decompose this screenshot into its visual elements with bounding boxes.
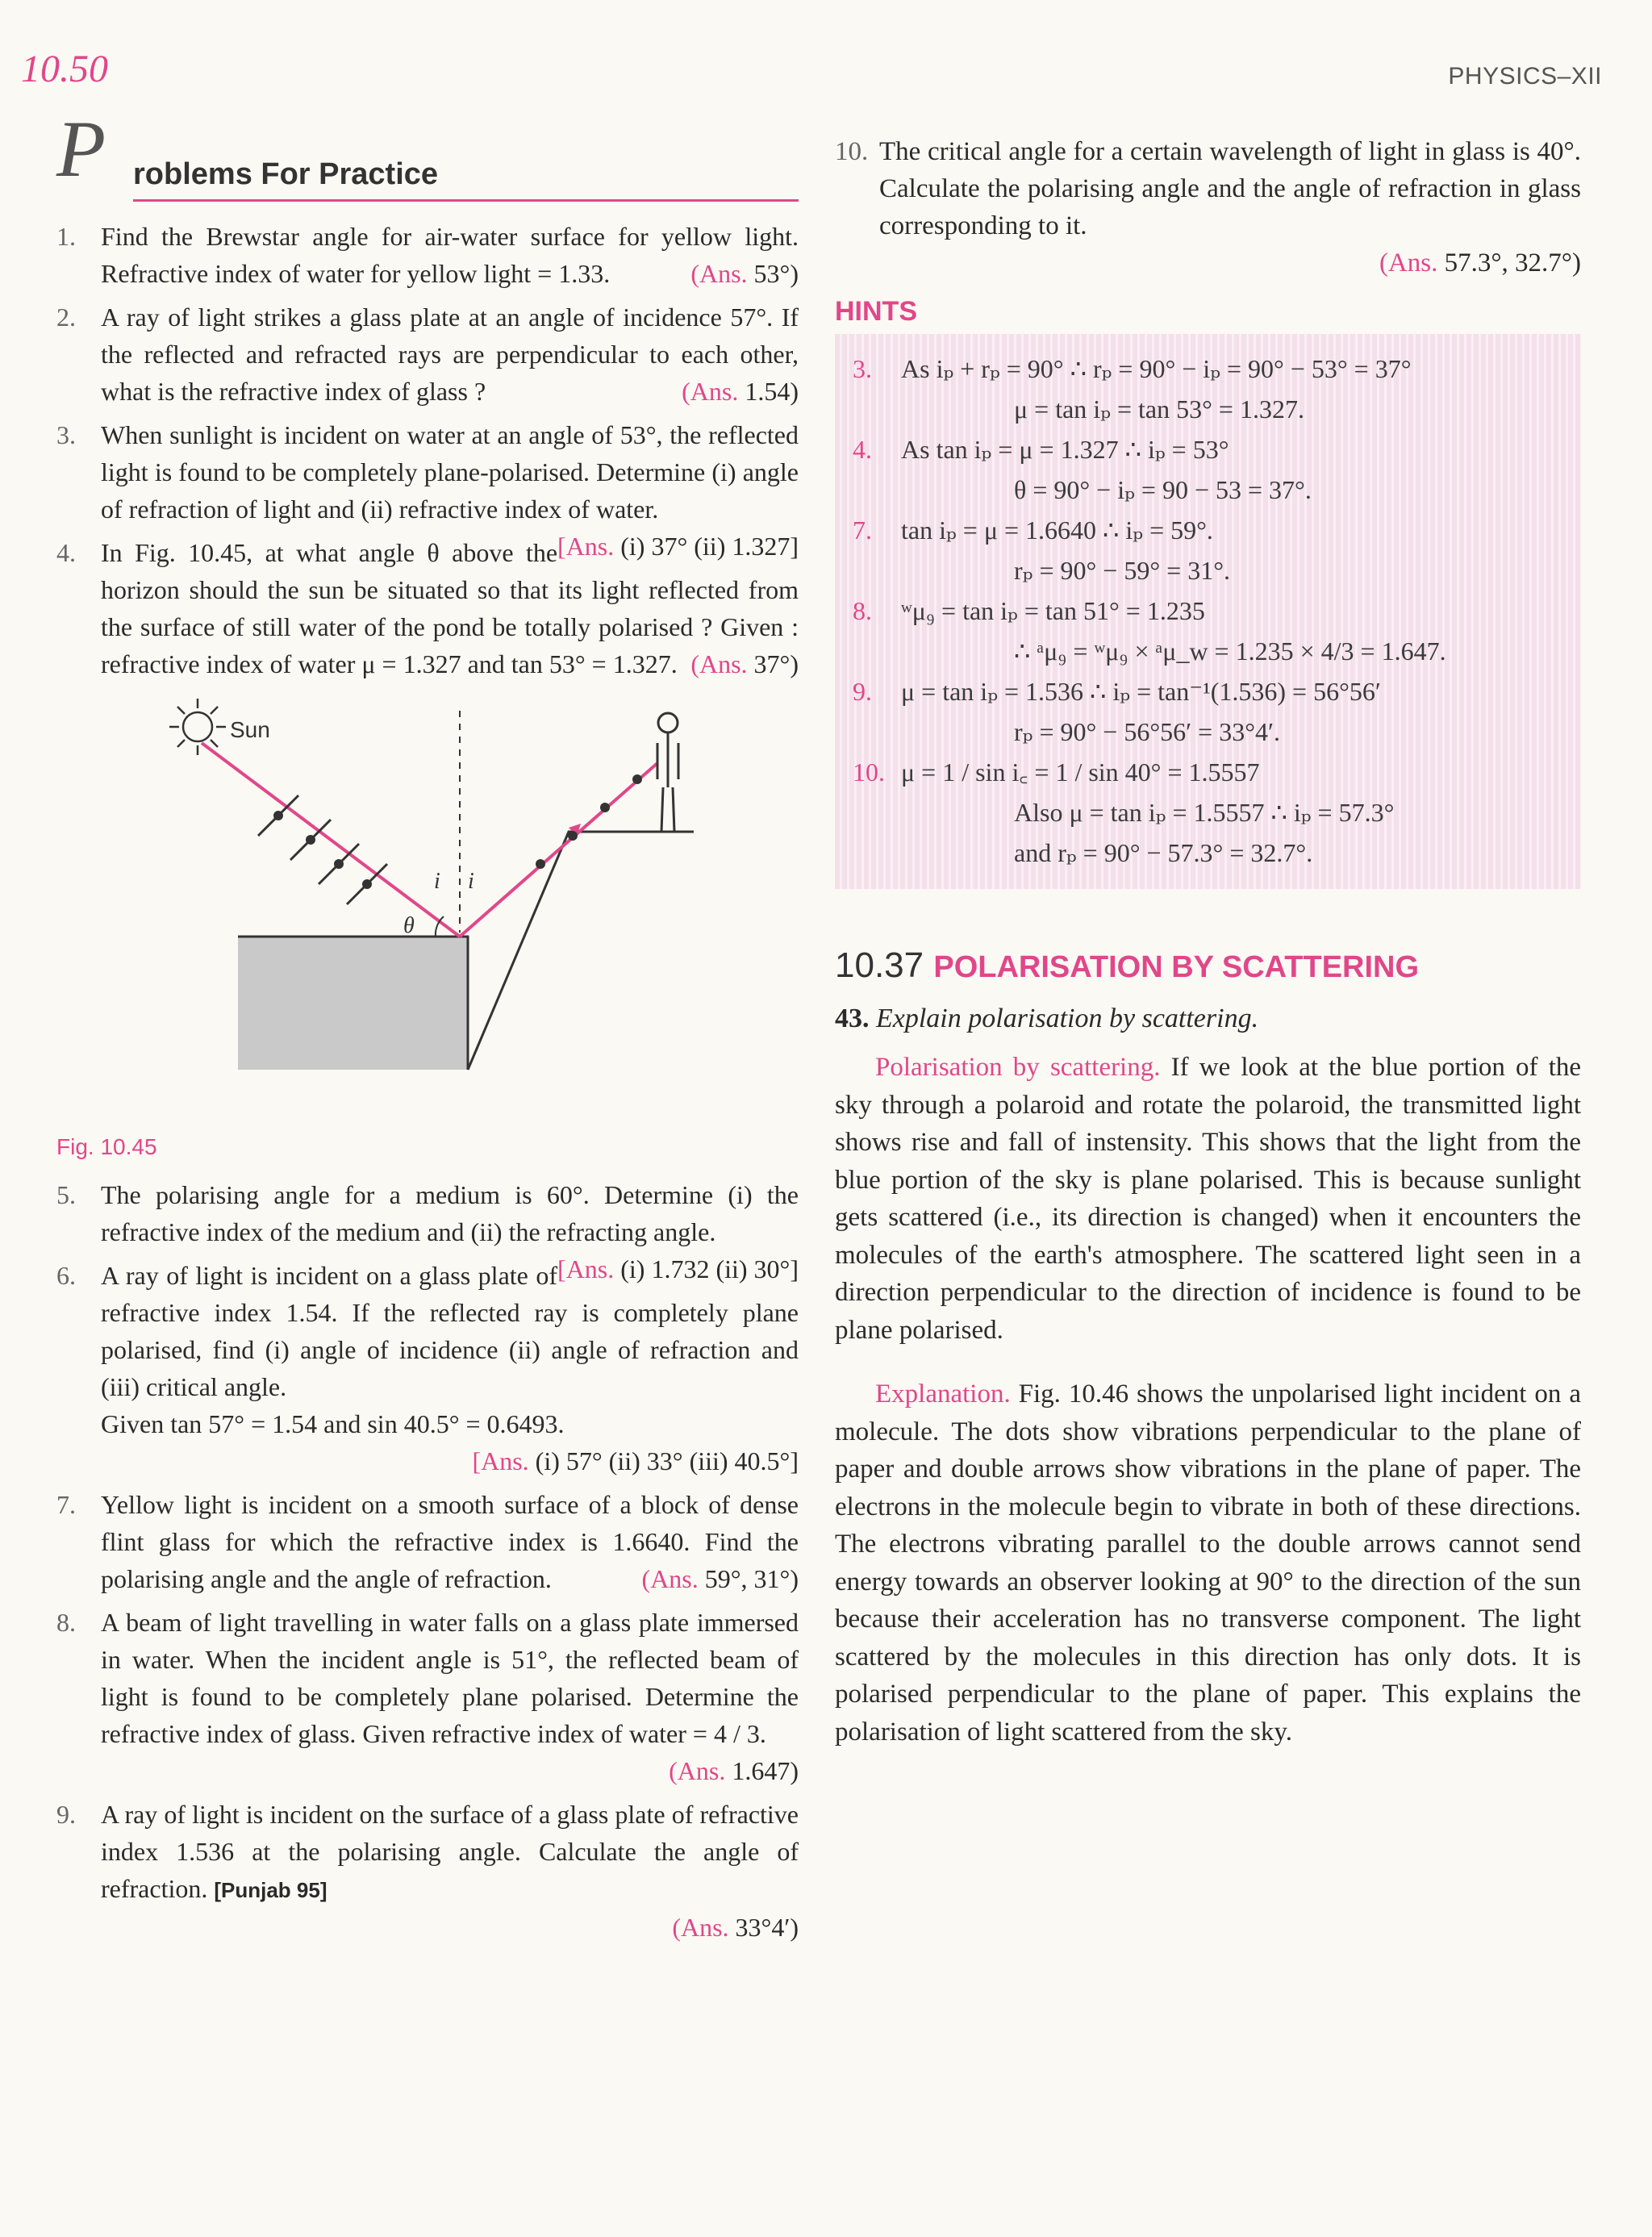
hint-row — [853, 470, 1563, 510]
problem-item — [56, 1486, 799, 1597]
question-43 — [835, 1000, 1581, 1037]
hints-box — [835, 334, 1581, 889]
bank-line — [468, 832, 694, 1070]
problem-number: 8. — [56, 1608, 76, 1637]
problem-number: 5. — [56, 1180, 76, 1209]
sun-label: Sun — [230, 717, 270, 742]
section-title: POLARISATION BY SCATTERING — [933, 950, 1420, 984]
brewster-diagram — [56, 691, 799, 1126]
answer — [101, 1909, 799, 1946]
hint-row — [853, 792, 1563, 833]
observer-figure — [657, 713, 678, 832]
answer-label: (Ans. — [641, 1564, 699, 1593]
answer-value: (i) 37° (ii) 1.327] — [614, 532, 799, 561]
sun-icon — [169, 699, 226, 755]
section-number: 10.37 — [835, 945, 924, 985]
answer-label: (Ans. — [690, 649, 748, 678]
problem-number: 3. — [56, 420, 76, 449]
problem-source: [Punjab 95] — [214, 1878, 327, 1902]
hint-row — [853, 752, 1563, 792]
problem-text: Yellow light is incident on a smooth surface of a block of dense flint glass for which the refractive index is 1.6640. Find the polarising angle and the angle of refraction. — [101, 1490, 799, 1593]
hint-text: Also μ = tan iₚ = 1.5557 ∴ iₚ = 57.3° — [1014, 798, 1395, 827]
hint-text: rₚ = 90° − 59° = 31°. — [1014, 556, 1230, 585]
hint-text: μ = 1 / sin i꜀ = 1 / sin 40° = 1.5557 — [901, 757, 1260, 787]
answer — [682, 373, 799, 410]
problem-list — [56, 218, 799, 682]
answer-value: 33°4′) — [728, 1913, 799, 1942]
problem-item — [56, 1796, 799, 1946]
hint-text: tan iₚ = μ = 1.6640 ∴ iₚ = 59°. — [901, 515, 1213, 545]
problem-item — [56, 1176, 799, 1283]
hint-row — [853, 429, 1563, 470]
answer-label: [Ans. — [557, 532, 615, 561]
hint-row — [853, 348, 1563, 389]
hint-number: 3. — [853, 354, 872, 383]
left-column — [56, 104, 799, 1952]
answer — [101, 1442, 799, 1480]
paragraph-text: Fig. 10.46 shows the unpolarised light incident on a molecule. The dots show vibrations perpendicular to the plane of paper and double arrows show vibrations in the plane of paper. The electrons in the molecule begin to vibrate in both of these directions. The electrons vibrating parallel to the double arrows cannot send energy towards an observer looking at 90° to the direction of the sun because their acceleration has no transverse component. The light scattered by the molecules in this direction has only dots. It is polarised perpendicular to the plane of paper. This explains the polarisation of light scattered from the sky. — [835, 1379, 1581, 1747]
problem-text: Find the Brewstar angle for air-water surface for yellow light. Refractive index of water for yellow light = 1.33. — [101, 222, 799, 288]
incident-ray — [202, 743, 460, 937]
question-number: 43. — [835, 1004, 870, 1033]
section-heading — [56, 104, 799, 202]
section-10-37-heading — [835, 945, 1581, 986]
problem-item — [56, 298, 799, 410]
running-head: PHYSICS–XII — [1448, 63, 1602, 90]
keyword: Explanation. — [875, 1379, 1011, 1409]
answer-value: 37°) — [747, 649, 799, 678]
hint-number: 10. — [853, 757, 885, 787]
problem-item — [56, 1604, 799, 1789]
problem-text: A beam of light travelling in water falls on a glass plate immersed in water. When the incident angle is 51°, the reflected beam of light is found to be completely plane polarised. Determine the refractive index of glass. Given refractive index of water = 4 / 3. — [101, 1608, 799, 1748]
problem-item — [56, 218, 799, 292]
heading-rule — [133, 199, 799, 202]
hint-row — [853, 671, 1563, 712]
problem-list-continued — [56, 1176, 799, 1946]
problem-text: In Fig. 10.45, at what angle θ above the horizon should the sun be situated so that its light reflected from the surface of still water of the pond be totally polarised ? Given : refractive index of water μ = 1.327 and tan 53° = 1.327. — [101, 538, 799, 678]
hint-row — [853, 510, 1563, 550]
problem-text: A ray of light is incident on the surface of a glass plate of refractive index 1.536 at the polarising angle. Calculate the angle of refraction. — [101, 1800, 799, 1903]
hint-text: μ = tan iₚ = tan 53° = 1.327. — [1014, 394, 1304, 424]
answer-value: 1.647) — [725, 1756, 799, 1785]
hint-row — [853, 389, 1563, 429]
hint-number: 8. — [853, 596, 872, 625]
answer-label: [Ans. — [472, 1446, 529, 1475]
answer-label: (Ans. — [1379, 248, 1438, 278]
answer — [690, 255, 799, 292]
section-title: roblems For Practice — [133, 157, 439, 191]
problem-number: 9. — [56, 1800, 76, 1829]
figure-caption: Fig. 10.45 — [56, 1134, 157, 1159]
problem-text: A ray of light is incident on a glass plate of refractive index 1.54. If the reflected ray is completely plane polarised, find (i) angle of incidence (ii) angle of refraction and (iii) critical angle. — [101, 1261, 799, 1401]
problem-number: 6. — [56, 1261, 76, 1290]
hint-text: ʷμ₉ = tan iₚ = tan 51° = 1.235 — [901, 596, 1205, 625]
answer-value: (i) 57° (ii) 33° (iii) 40.5°] — [528, 1446, 799, 1475]
hint-text: rₚ = 90° − 56°56′ = 33°4′. — [1014, 717, 1280, 746]
hints-title: HINTS — [835, 296, 917, 327]
right-column — [835, 133, 1581, 1777]
answer — [690, 645, 799, 682]
answer-label: [Ans. — [557, 1254, 615, 1283]
hint-row — [853, 550, 1563, 591]
problem-item — [56, 534, 799, 682]
hint-number: 7. — [853, 515, 872, 545]
answer-label: (Ans. — [690, 259, 748, 288]
hint-number: 4. — [853, 435, 872, 464]
question-text: Explain polarisation by scattering. — [876, 1004, 1259, 1033]
figure-10-45 — [56, 691, 799, 1126]
problem-item — [835, 133, 1581, 282]
paragraph-scattering — [835, 1049, 1581, 1349]
answer-value: 57.3°, 32.7°) — [1437, 248, 1581, 278]
hint-row — [853, 591, 1563, 631]
answer — [101, 1752, 799, 1789]
problem-number: 10. — [835, 137, 869, 166]
problem-number: 4. — [56, 538, 76, 567]
hint-row — [853, 631, 1563, 671]
problem-number: 7. — [56, 1490, 76, 1519]
problem-number: 2. — [56, 303, 76, 332]
paragraph-explanation — [835, 1375, 1581, 1751]
vibration-dots — [273, 811, 372, 889]
answer — [642, 1560, 799, 1597]
hint-text: ∴ ᵃμ₉ = ʷμ₉ × ᵃμ_w = 1.235 × 4/3 = 1.647. — [1014, 636, 1446, 666]
problem-text: A ray of light strikes a glass plate at an angle of incidence 57°. If the reflected and refracted rays are perpendicular to each other, what is the refractive index of glass ? — [101, 303, 799, 406]
hint-text: μ = tan iₚ = 1.536 ∴ iₚ = tan⁻¹(1.536) = 56°56′ — [901, 677, 1381, 706]
problem-number: 1. — [56, 222, 76, 251]
hint-number: 9. — [853, 677, 872, 706]
problem-text: The polarising angle for a medium is 60°. Determine (i) the refractive index of the medium and (ii) the refracting angle. — [101, 1180, 799, 1246]
ip-left-label: i — [434, 869, 440, 894]
answer-value: 59°, 31°) — [698, 1564, 799, 1593]
hint-row — [853, 833, 1563, 873]
water-block — [238, 937, 468, 1070]
hint-text: θ = 90° − iₚ = 90 − 53 = 37°. — [1014, 475, 1312, 504]
problem-item — [56, 1257, 799, 1480]
answer-label: (Ans. — [669, 1756, 726, 1785]
answer-label: (Ans. — [682, 377, 739, 406]
answer-value: 1.54) — [738, 377, 799, 406]
hint-row — [853, 712, 1563, 752]
page-number: 10.50 — [21, 48, 108, 90]
answer-value: (i) 1.732 (ii) 30°] — [614, 1254, 799, 1283]
ip-right-label: i — [468, 869, 474, 894]
problem-given: Given tan 57° = 1.54 and sin 40.5° = 0.6493. — [101, 1409, 565, 1438]
hint-text: As iₚ + rₚ = 90° ∴ rₚ = 90° − iₚ = 90° − 53° = 37° — [901, 354, 1412, 383]
problem-text: The critical angle for a certain wavelength of light in glass is 40°. Calculate the polarising angle and the angle of refraction in glass corresponding to it. — [879, 137, 1581, 240]
hint-text: and rₚ = 90° − 57.3° = 32.7°. — [1014, 838, 1313, 867]
answer — [879, 244, 1581, 282]
theta-label: θ — [403, 913, 415, 938]
keyword: Polarisation by scattering. — [875, 1053, 1161, 1082]
answer-label: (Ans. — [672, 1913, 729, 1942]
answer-value: 53°) — [747, 259, 799, 288]
problem-text: When sunlight is incident on water at an angle of 53°, the reflected light is found to be completely plane-polarised. Determine (i) angle of refraction of light and (ii) refractive index of water. — [101, 420, 799, 524]
hint-text: As tan iₚ = μ = 1.327 ∴ iₚ = 53° — [901, 435, 1229, 464]
reflected-ray — [460, 763, 657, 937]
drop-letter: P — [56, 104, 106, 194]
paragraph-text: If we look at the blue portion of the sky through a polaroid and rotate the polaroid, the transmitted light shows rise and fall of instensity. This shows that the light from the blue portion of the sky is plane polarised. This is because sunlight gets scattered (i.e., its direction is changed) when it encounters the molecules of the earth's atmosphere. The scattered light seen in a direction perpendicular to the direction of incidence is found to be plane polarised. — [835, 1053, 1582, 1345]
problem-item — [56, 416, 799, 561]
